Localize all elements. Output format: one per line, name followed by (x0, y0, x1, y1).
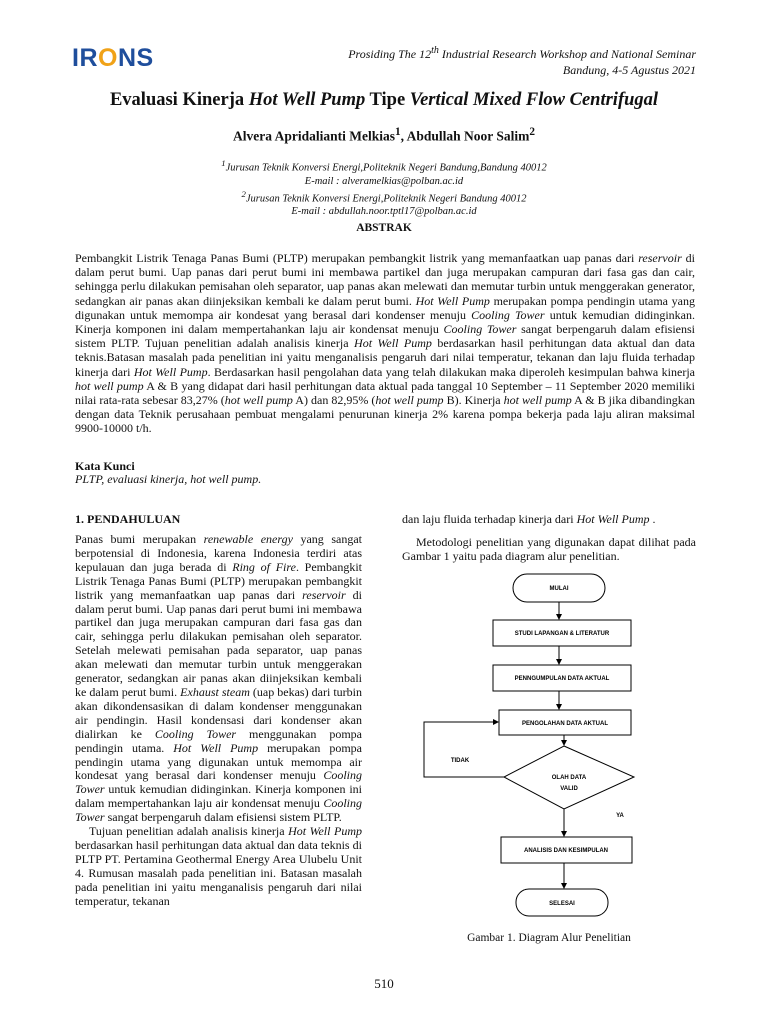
authors: Alvera Apridalianti Melkias$^1$, Abdullah Noor Salim$^2$ (232, 126, 536, 144)
keywords-text: PLTP, evaluasi kinerja, hot well pump. (75, 472, 262, 486)
research-flowchart (402, 566, 696, 928)
abstract-heading: ABSTRAK (356, 222, 412, 234)
arrow-no-loop (424, 722, 504, 777)
section-heading-pendahuluan: 1. PENDAHULUAN (75, 512, 181, 526)
start-label: MULAI (549, 586, 569, 592)
irons-logo: IRONS (72, 44, 154, 72)
column-left-text: Panas bumi merupakan renewable energy yang sangat berpotensial di Indonesia, karena Indonesia terdiri atas kepulauan dan juga berada di Ring of Fire. Pembangkit Listrik Tenaga Panas Bumi (PLTP) merupakan pembangkit listrik yang memanfaatkan uap panas dari reservoir di dalam perut bumi. Uap panas dari perut bumi ini membawa partikel dan juga merupakan campuran dari fasa gas dan cair, sehingga perlu dilakukan pemisahan oleh separator. Setelah melewati pemisahan pada separator, uap panas akan melewati dan memutar turbin untuk menggerakan generator, sedangkan air panas akan diinjeksikan kembali ke dalam perut bumi. Exhaust steam (uap bekas) dari turbin akan dikondensasikan di dalam kondenser menggunakan air pendingin. Hasil kondensasi dari kondenser akan dialirkan ke Cooling Tower menggunakan pompa pendingin utama. Hot Well Pump merupakan pompa pendingin utama yang digunakan untuk memompa air kondesat yang berasal dari kondenser menuju Cooling Tower untuk kemudian didinginkan. Kinerja komponen ini dalam mempertahankan laju air kondensat menuju Cooling Tower sangat berpengaruh dalam efisiensi sistem PLTP. Tujuan penelitian adalah analisis kinerja Hot Well Pump berdasarkan hasil perhitungan data aktual dan data teknis di PLTP PT. Pertamina Geothermal Energy Area Ulubelu Unit 4. Rumusan masalah pada penelitian ini. Batasan masalah pada penelitian ini yaitu menganalisis pengaruh dari nilai temperatur, tekanan (75, 532, 363, 908)
step1-label: STUDI LAPANGAN & LITERATUR (514, 631, 610, 637)
step4-label: ANALISIS DAN KESIMPULAN (523, 848, 609, 854)
decision-label-line1: OLAH DATA (551, 775, 587, 781)
column-right-text: dan laju fluida terhadap kinerja dari Hot Well Pump . Metodologi penelitian yang digunakan dapat dilihat pada Gambar 1 yaitu pada diagram alur penelitian. (402, 512, 696, 563)
step3-label: PENGOLAHAN DATA AKTUAL (522, 721, 608, 727)
keywords-heading: Kata Kunci (75, 459, 135, 473)
yes-label: YA (616, 813, 624, 819)
abstract-text: Pembangkit Listrik Tenaga Panas Bumi (PLTP) merupakan pembangkit listrik yang memanfaatkan uap panas dari reservoir di dalam perut bumi. Uap panas dari perut bumi ini membawa partikel dan juga merupakan campuran dari fasa gas dan cair, sehingga perlu dilakukan pemisahan oleh separator, uap panas akan melewati dan memutar turbin untuk menggerakan generator, sedangkan air panas akan diinjeksikan kembali ke dalam perut bumi. Hot Well Pump merupakan pompa pendingin utama yang digunakan untuk memompa air kondesat yang berasal dari kondenser menuju Cooling Tower untuk kemudian didinginkan. Kinerja komponen ini dalam mempertahankan laju air kondensat menuju Cooling Tower sangat berpengaruh dalam efisiensi sistem PLTP. Tujuan penelitian adalah analisis kinerja Hot Well Pump berdasarkan hasil perhitungan data aktual dan data teknis.Batasan masalah pada penelitian ini yaitu menganalisis pengaruh dari nilai temperatur, tekanan dan laju fluida terhadap kinerja dari Hot Well Pump. Berdasarkan hasil pengolahan data yang telah dilakukan maka diperoleh kesimpulan bahwa kinerja hot well pump A & B yang didapat dari hasil perhitungan data aktual pada tanggal 10 September – 11 September 2020 memiliki nilai rata-rata sebesar 83,27% (hot well pump A) dan 82,95% (hot well pump B). Kinerja hot well pump A & B jika dibandingkan dengan data Teknik perusahaan pembuat mengalami penurunan kinerja 2% karena pompa bekerja pada laju aliran maksimal 9900-10000 t/h. (75, 251, 696, 436)
affiliations: $^1$Jurusan Teknik Konversi Energi,Politeknik Negeri Bandung,Bandung 40012 E-mail : alveramelkias@polban.ac.id $^2$Jurusan Teknik Konversi Energi,Politeknik Negeri Bandung 40012 E-mail : abdullah.noor.tptl17@polban.ac.id (221, 158, 547, 217)
end-label: SELESAI (549, 901, 575, 907)
paper-title: Evaluasi Kinerja Hot Well Pump Tipe Vertical Mixed Flow Centrifugal (109, 90, 659, 110)
figure-caption: Gambar 1. Diagram Alur Penelitian (467, 932, 631, 944)
step2-label: PENNGUMPULAN DATA AKTUAL (514, 676, 610, 682)
no-label: TIDAK (450, 758, 470, 764)
decision-label-line2: VALID (560, 786, 578, 792)
conference-header: Prosiding The 12th Industrial Research Workshop and National Seminar Bandung, 4-5 Agustus 2021 (348, 45, 696, 77)
page-number: 510 (374, 976, 394, 991)
